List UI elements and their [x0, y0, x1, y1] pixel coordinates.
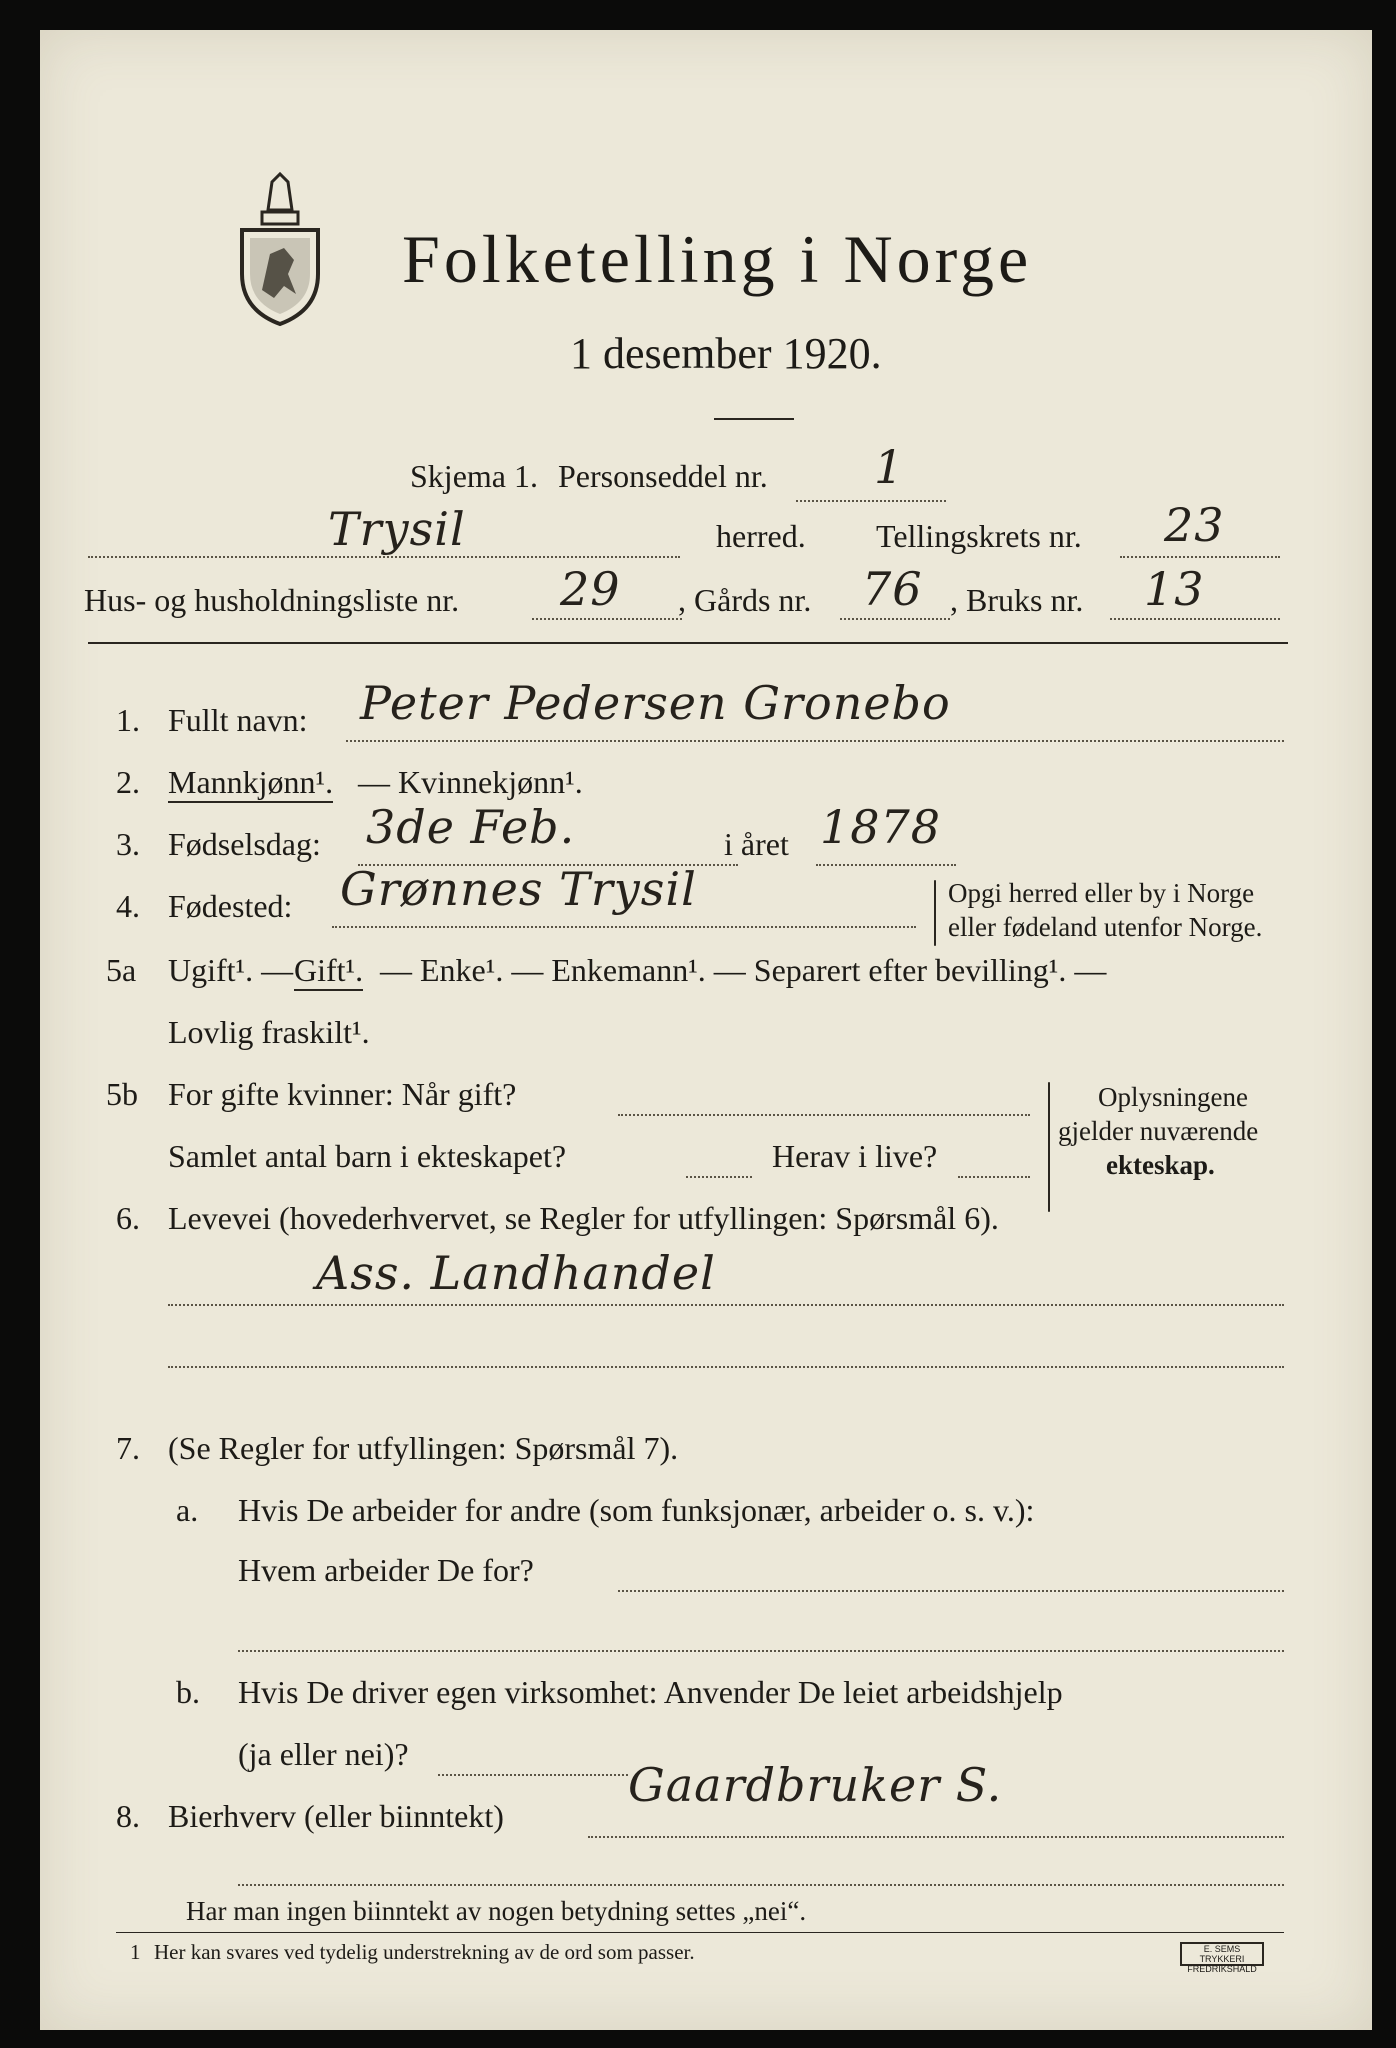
- children-count-field[interactable]: [686, 1176, 752, 1178]
- title-divider: [714, 418, 794, 420]
- q1-number: 1.: [116, 702, 140, 738]
- q2-number: 2.: [116, 764, 140, 800]
- full-name-field[interactable]: Peter Pedersen Gronebo: [360, 676, 951, 730]
- footnote-rule: [116, 1932, 1284, 1933]
- footnote-text: Her kan svares ved tydelig understrekning av de ord som passer.: [154, 1940, 695, 1964]
- q4-label: Fødested:: [168, 888, 293, 924]
- q7a-letter: a.: [176, 1492, 199, 1528]
- tellingskrets-label: Tellingskrets nr.: [876, 518, 1082, 554]
- q7a-label: Hvis De arbeider for andre (som funksjonær, arbeider o. s. v.):: [238, 1492, 1035, 1528]
- hired-help-field[interactable]: [438, 1774, 628, 1776]
- bruks-field[interactable]: 13: [1144, 562, 1205, 616]
- option-lovlig-fraskilt[interactable]: Lovlig fraskilt¹.: [168, 1014, 370, 1050]
- q2-separator: —: [358, 764, 390, 800]
- census-date: 1 desember 1920.: [570, 329, 882, 378]
- herred-label: herred.: [716, 518, 806, 554]
- year-label: i året: [724, 826, 789, 862]
- personseddel-number-field[interactable]: 1: [874, 440, 905, 494]
- option-gift[interactable]: Gift¹.: [294, 952, 363, 991]
- q7b-ja-nei-label: (ja eller nei)?: [238, 1736, 409, 1772]
- option-kvinnekjonn[interactable]: Kvinnekjønn¹.: [398, 764, 583, 800]
- q7a-employer-label: Hvem arbeider De for?: [238, 1552, 534, 1588]
- nei-instruction: Har man ingen biinntekt av nogen betydning settes „nei“.: [186, 1896, 807, 1926]
- q5b-alive-label: Herav i live?: [772, 1138, 938, 1174]
- marriage-note-line3: ekteskap.: [1106, 1150, 1215, 1180]
- census-form-page: [40, 30, 1372, 2030]
- q5b-number: 5b: [106, 1076, 138, 1112]
- q5a-number: 5a: [106, 952, 137, 988]
- q3-number: 3.: [116, 826, 140, 862]
- marriage-note-line2: gjelder nuværende: [1058, 1116, 1259, 1146]
- civil-status-options[interactable]: — Enke¹. — Enkemann¹. — Separert efter bevilling¹. —: [380, 952, 1107, 988]
- occupation-line2[interactable]: [168, 1366, 1284, 1368]
- printer-stamp: E. SEMS TRYKKERI FREDRIKSHALD: [1180, 1942, 1264, 1966]
- herred-field[interactable]: Trysil: [328, 502, 466, 556]
- q1-label: Fullt navn:: [168, 702, 308, 738]
- birthday-field[interactable]: 3de Feb.: [366, 800, 576, 854]
- employer-field[interactable]: [618, 1590, 1284, 1592]
- option-ugift[interactable]: Ugift¹. —: [168, 952, 294, 988]
- employer-line2[interactable]: [238, 1650, 1284, 1652]
- option-mannkjonn[interactable]: Mannkjønn¹.: [168, 764, 333, 803]
- tellingskrets-field[interactable]: 23: [1164, 498, 1225, 552]
- birthplace-note-line2: eller fødeland utenfor Norge.: [948, 912, 1263, 942]
- coat-of-arms-icon: [232, 170, 328, 328]
- q4-number: 4.: [116, 888, 140, 924]
- birthplace-field[interactable]: Grønnes Trysil: [340, 862, 697, 916]
- q5b-label: For gifte kvinner: Når gift?: [168, 1076, 517, 1112]
- q7-number: 7.: [116, 1430, 140, 1466]
- form-title: Folketelling i Norge: [402, 221, 1033, 297]
- q6-label: Levevei (hovederhvervet, se Regler for utfyllingen: Spørsmål 6).: [168, 1200, 999, 1236]
- skjema-label: Skjema 1.: [410, 458, 538, 494]
- marriage-note-line1: Oplysningene: [1098, 1082, 1248, 1112]
- side-income-line2[interactable]: [238, 1884, 1284, 1886]
- gards-label: , Gårds nr.: [678, 582, 812, 618]
- q7-label: (Se Regler for utfyllingen: Spørsmål 7).: [168, 1430, 679, 1466]
- q7b-label: Hvis De driver egen virksomhet: Anvender De leiet arbeidshjelp: [238, 1674, 1063, 1710]
- header-rule: [88, 642, 1288, 644]
- birthplace-note-line1: Opgi herred eller by i Norge: [948, 878, 1255, 908]
- husliste-field[interactable]: 29: [560, 562, 621, 616]
- bruks-label: , Bruks nr.: [950, 582, 1084, 618]
- married-when-field[interactable]: [618, 1114, 1030, 1116]
- q3-label: Fødselsdag:: [168, 826, 321, 862]
- children-alive-field[interactable]: [958, 1176, 1030, 1178]
- side-income-field[interactable]: Gaardbruker S.: [628, 1758, 1003, 1812]
- q5b-children-label: Samlet antal barn i ekteskapet?: [168, 1138, 567, 1174]
- q6-number: 6.: [116, 1200, 140, 1236]
- personseddel-label: Personseddel nr.: [558, 458, 768, 494]
- q8-label: Bierhverv (eller biinntekt): [168, 1798, 504, 1834]
- q8-number: 8.: [116, 1798, 140, 1834]
- husliste-label: Hus- og husholdningsliste nr.: [84, 582, 460, 618]
- occupation-field[interactable]: Ass. Landhandel: [316, 1246, 716, 1300]
- footnote-mark: 1: [130, 1940, 141, 1964]
- gards-field[interactable]: 76: [862, 562, 923, 616]
- q7b-letter: b.: [176, 1674, 200, 1710]
- birth-year-field[interactable]: 1878: [820, 800, 942, 854]
